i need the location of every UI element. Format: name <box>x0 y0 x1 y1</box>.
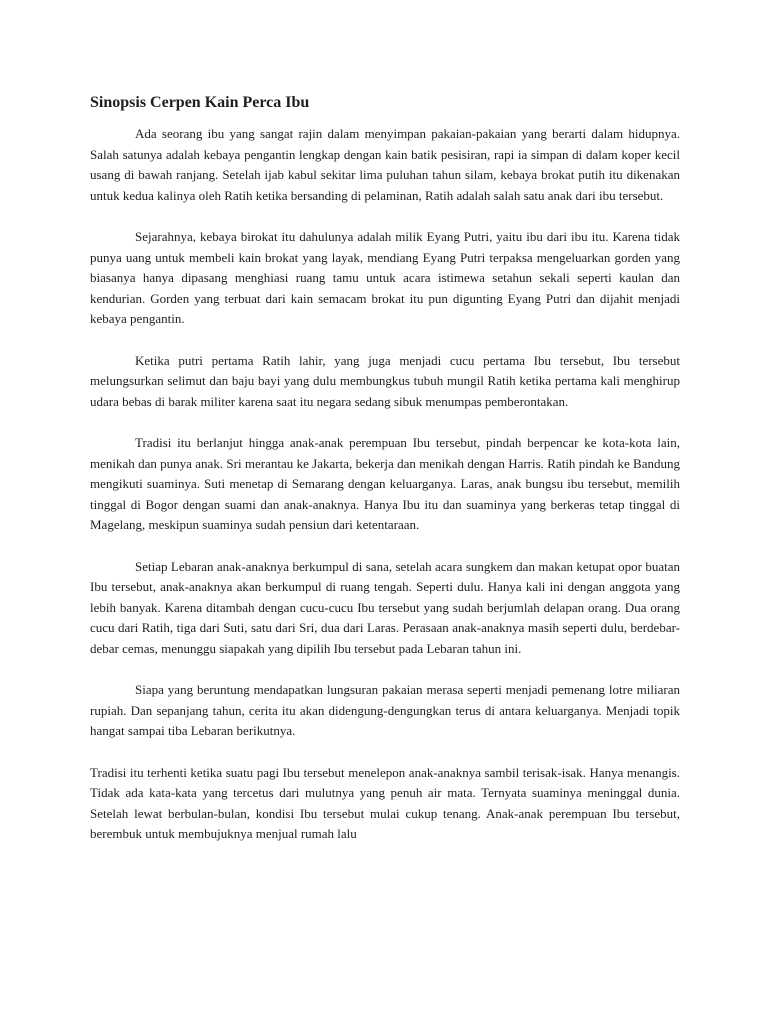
paragraph-4: Tradisi itu berlanjut hingga anak-anak perempuan Ibu tersebut, pindah berpencar ke kota-kota lain, menikah dan punya anak. Sri merantau ke Jakarta, bekerja dan menikah dengan Harris. Ratih pindah ke Bandung mengikuti suaminya. Suti menetap di Semarang dengan keluarganya. Laras, anak bungsu ibu tersebut, memilih tinggal di Bogor dengan suami dan anak-anaknya. Hanya Ibu itu dan suaminya yang berkeras tetap tinggal di Magelang, meskipun suaminya sudah pensiun dari ketentaraan. <box>90 435 680 532</box>
paragraph-5: Setiap Lebaran anak-anaknya berkumpul di sana, setelah acara sungkem dan makan ketupat opor buatan Ibu tersebut, anak-anaknya akan berkumpul di ruang tengah. Seperti dulu. Hanya kali ini dengan anggota yang lebih banyak. Karena ditambah dengan cucu-cucu Ibu tersebut yang sudah berjumlah delapan orang. Dua orang cucu dari Ratih, tiga dari Suti, satu dari Sri, dua dari Laras. Perasaan anak-anaknya masih seperti dulu, berdebar-debar cemas, menunggu siapakah yang dipilih Ibu tersebut pada Lebaran tahun ini. <box>90 558 680 656</box>
paragraph-7: Tradisi itu terhenti ketika suatu pagi Ibu tersebut menelepon anak-anaknya sambil terisak-isak. Hanya menangis. Tidak ada kata-kata yang tercetus dari mulutnya yang penuh air mata. Ternyata suaminya meninggal dunia. Setelah lewat berbulan-bulan, kondisi Ibu tersebut mulai cukup tenang. Anak-anak perempuan Ibu tersebut, berembuk untuk membujuknya menjual rumah lalu <box>90 764 680 841</box>
paragraph-2: Sejarahnya, kebaya birokat itu dahulunya adalah milik Eyang Putri, yaitu ibu dari ibu itu. Karena tidak punya uang untuk membeli kain brokat yang layak, mendiang Eyang Putri terpaksa mengeluarkan gorden yang biasanya hanya dipasang menghiasi ruang tamu untuk acara istimewa setahun sekali seperti kaulan dan kendurian. Gorden yang terbuat dari kain semacam brokat itu pun digunting Eyang Putri dan dijahit menjadi kebaya pengantin. <box>90 229 680 326</box>
document-title: Sinopsis Cerpen Kain Perca Ibu <box>90 94 310 111</box>
paragraph-3: Ketika putri pertama Ratih lahir, yang juga menjadi cucu pertama Ibu tersebut, Ibu tersebut melungsurkan selimut dan baju bayi yang dulu membungkus tubuh mungil Ratih ketika pertama kali menghirup udara bebas di barak militer karena saat itu negara sedang sibuk menumpas pemberontakan. <box>90 352 680 409</box>
document-page <box>90 92 680 866</box>
paragraph-1: Ada seorang ibu yang sangat rajin dalam menyimpan pakaian-pakaian yang berarti dalam hidupnya. Salah satunya adalah kebaya pengantin lengkap dengan kain batik pesisiran, rapi ia simpan di dalam koper kecil usang di bawah ranjang. Setelah ijab kabul sekitar lima puluhan tahun silam, kebaya brokat putih itu dikenakan untuk kedua kalinya oleh Ratih ketika bersanding di pelaminan, Ratih adalah salah satu anak dari ibu tersebut. <box>90 126 680 203</box>
paragraph-6: Siapa yang beruntung mendapatkan lungsuran pakaian merasa seperti menjadi pemenang lotre miliaran rupiah. Dan sepanjang tahun, cerita itu akan didengung-dengungkan terus di antara keluarganya. Menjadi topik hangat sampai tiba Lebaran berikutnya. <box>90 682 680 738</box>
